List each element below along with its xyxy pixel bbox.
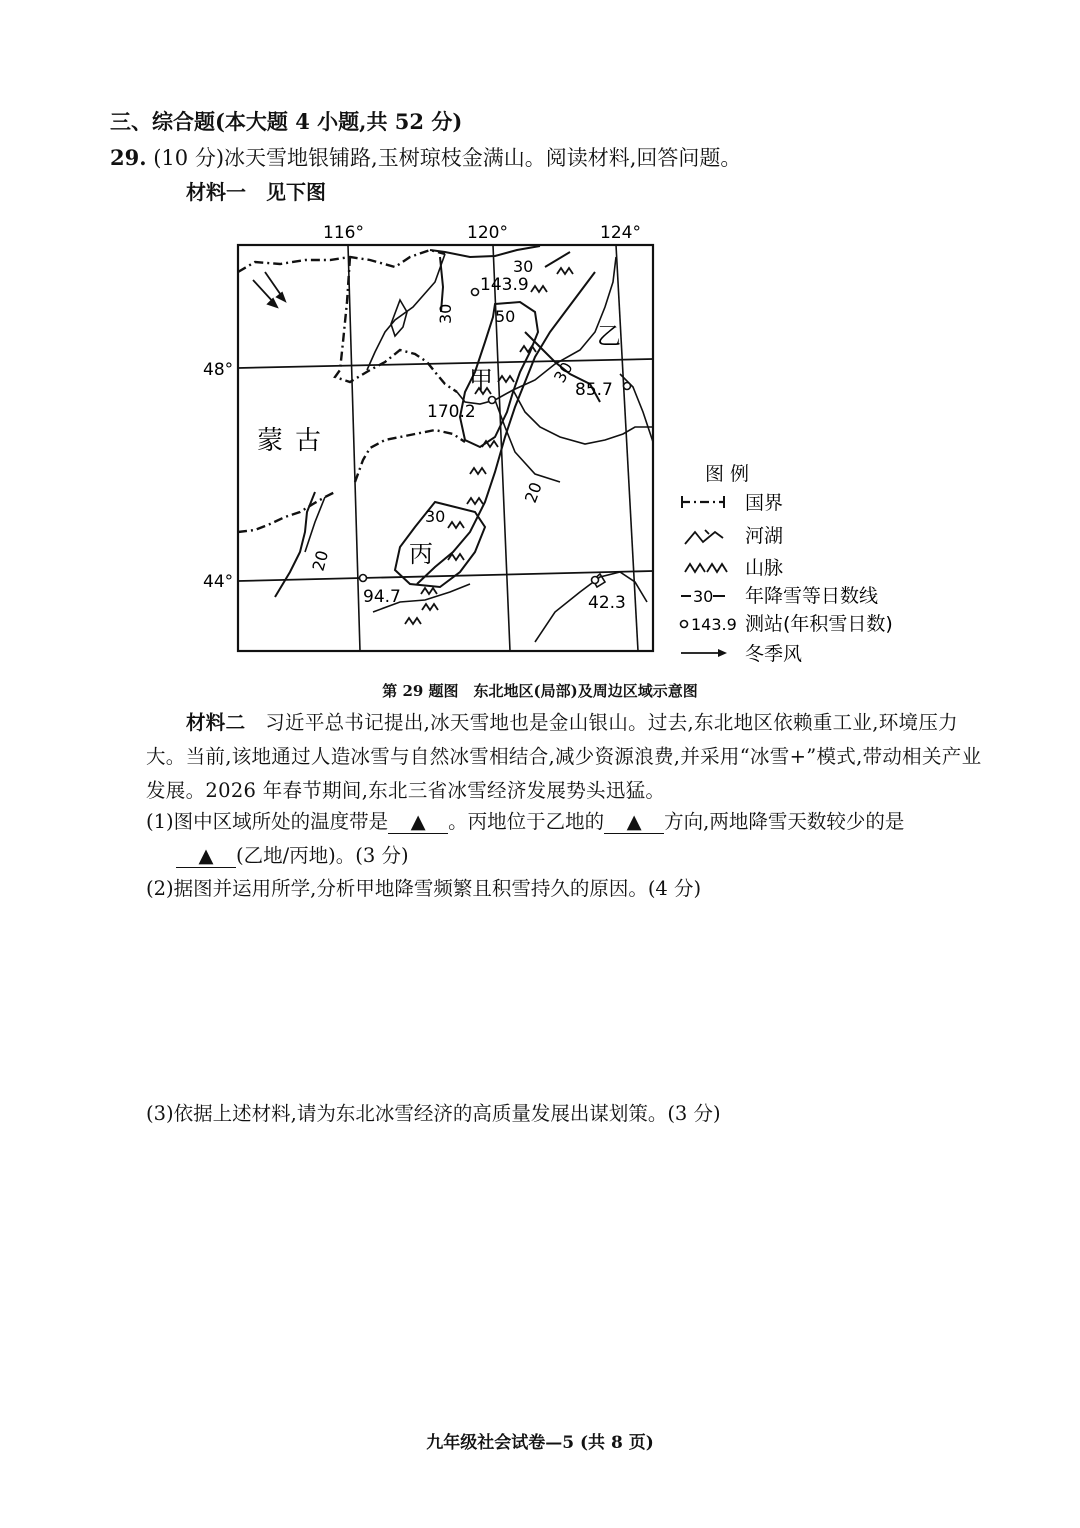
isoline-label: 30 — [513, 257, 534, 276]
answer-blank[interactable]: ▲ — [176, 845, 236, 868]
station-value: 85.7 — [575, 380, 613, 400]
question-number: 29. — [110, 145, 147, 170]
station-value: 170.2 — [427, 402, 476, 422]
question-2: (2)据图并运用所学,分析甲地降雪频繁且积雪持久的原因。(4 分) — [146, 877, 702, 900]
legend-river-symbol — [685, 530, 723, 544]
station-value: 143.9 — [480, 275, 529, 295]
legend-label-monsoon: 冬季风 — [745, 643, 803, 662]
lon-label-116: 116° — [323, 223, 364, 243]
question-1-continued — [176, 839, 1016, 873]
legend-isoline-value: 30 — [693, 587, 714, 606]
question-1 — [146, 805, 986, 839]
place-yi: 乙 — [597, 322, 621, 350]
lat-label-48: 48° — [203, 360, 234, 380]
legend-border-symbol — [681, 496, 725, 508]
page-footer: 九年级社会试卷—5 (共 8 页) — [426, 1433, 654, 1453]
q1-part-d: (乙地/丙地)。(3 分) — [236, 844, 409, 867]
q1-part-c: 方向,两地降雪天数较少的是 — [664, 810, 905, 833]
national-border — [238, 250, 465, 532]
lon-label-120: 120° — [467, 223, 508, 243]
lat-label-44: 44° — [203, 572, 234, 592]
legend-label-mountain: 山脉 — [745, 557, 784, 579]
place-jia: 甲 — [469, 366, 493, 394]
station-value: 94.7 — [363, 587, 401, 607]
figure-caption: 第 29 题图 东北地区(局部)及周边区域示意图 — [382, 682, 698, 700]
legend-title: 图 例 — [705, 463, 750, 485]
isoline-label: 30 — [550, 358, 577, 386]
question-intro-text: (10 分)冰天雪地银铺路,玉树琼枝金满山。阅读材料,回答问题。 — [153, 146, 742, 170]
winter-monsoon-arrows — [253, 272, 285, 307]
question-3: (3)依据上述材料,请为东北冰雪经济的高质量发展出谋划策。(3 分) — [146, 1102, 721, 1125]
q1-part-b: 。丙地位于乙地的 — [448, 810, 605, 833]
legend-label-station: 测站(年积雪日数) — [745, 613, 893, 635]
isoline-label: 50 — [495, 307, 516, 326]
answer-blank[interactable]: ▲ — [388, 811, 448, 834]
legend-mountain-symbol — [685, 564, 727, 572]
q1-part-a: (1)图中区域所处的温度带是 — [146, 810, 389, 833]
isoline-label: 20 — [520, 479, 546, 506]
legend-station-value: 143.9 — [691, 615, 737, 634]
section-title: 三、综合题(本大题 4 小题,共 52 分) — [110, 109, 463, 134]
northeast-map — [195, 212, 925, 662]
material-two-text: 习近平总书记提出,冰天雪地也是金山银山。过去,东北地区依赖重工业,环境压力大。当前,该地通过人造冰雪与自然冰雪相结合,减少资源浪费,并采用“冰雪+”模式,带动相关产业发展。2026 年春节期间,东北三省冰雪经济发展势头迅猛。 — [146, 711, 982, 802]
legend-label-border: 国界 — [745, 492, 784, 514]
material-two — [146, 706, 986, 808]
isoline-label: 20 — [308, 548, 333, 574]
question-29-intro — [110, 142, 741, 172]
legend-label-isoline: 年降雪等日数线 — [745, 585, 879, 607]
map-legend — [681, 463, 893, 662]
isoline-label: 30 — [425, 507, 446, 526]
place-bing: 丙 — [409, 540, 433, 568]
material-one-label: 材料一 见下图 — [186, 180, 326, 204]
station-value: 42.3 — [588, 593, 626, 613]
answer-blank[interactable]: ▲ — [604, 811, 664, 834]
country-mongolia: 蒙古 — [257, 426, 334, 456]
rivers — [305, 254, 653, 642]
lon-label-124: 124° — [600, 223, 641, 243]
material-two-label: 材料二 — [186, 711, 246, 734]
isoline-label: 30 — [436, 303, 455, 324]
legend-label-river: 河湖 — [745, 525, 784, 547]
